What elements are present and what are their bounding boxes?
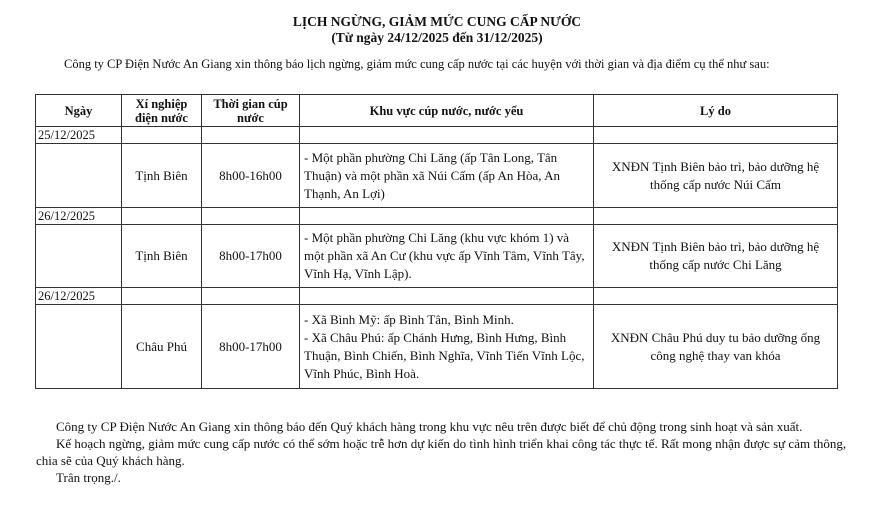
- area-line: - Xã Bình Mỹ: ấp Bình Tân, Bình Minh.: [304, 311, 514, 327]
- area-line: - Một phần phường Chi Lăng (ấp Tân Long, Tân Thuận) và một phần xã Núi Cấm (ấp An Hòa, An Thạnh, An Lợi): [304, 149, 560, 201]
- column-header-date: Ngày: [36, 95, 122, 127]
- table-row-date: [36, 127, 838, 144]
- reason-cell: XNĐN Châu Phú duy tu bảo dưỡng ống công nghệ thay van khóa: [594, 305, 838, 389]
- area-line: - Một phần phường Chi Lăng (khu vực khóm 1) và một phần xã An Cư (khu vực ấp Vĩnh Tâm, Vĩnh Tây, Vĩnh Hạ, Vĩnh Lập).: [304, 230, 585, 281]
- closing-signoff: Trân trọng./.: [56, 470, 121, 485]
- time-cell: 8h00-17h00: [202, 305, 300, 389]
- enterprise-cell: Tịnh Biên: [122, 225, 202, 288]
- table-row-date: [36, 208, 838, 225]
- area-cell: [300, 225, 594, 288]
- table-row: [36, 225, 838, 288]
- time-cell: 8h00-17h00: [202, 225, 300, 288]
- date-range-subtitle: (Từ ngày 24/12/2025 đến 31/12/2025): [331, 30, 543, 45]
- table-row: [36, 144, 838, 208]
- column-header-reason: Lý do: [594, 95, 838, 127]
- date-cell: 25/12/2025: [36, 127, 122, 144]
- closing-notes: [36, 418, 856, 486]
- closing-paragraph-2: Kế hoạch ngừng, giảm mức cung cấp nước có thể sớm hoặc trễ hơn dự kiến do tình hình triển khai công tác thực tế. Rất mong nhận được sự cảm thông, chia sẽ của Quý khách hàng.: [36, 436, 847, 468]
- reason-cell: XNĐN Tịnh Biên bảo trì, bảo dưỡng hệ thống cấp nước Chi Lăng: [594, 225, 838, 288]
- date-cell: 26/12/2025: [36, 288, 122, 305]
- date-cell: 26/12/2025: [36, 208, 122, 225]
- area-cell: [300, 144, 594, 208]
- time-cell: 8h00-16h00: [202, 144, 300, 208]
- enterprise-cell: Châu Phú: [122, 305, 202, 389]
- column-header-area: Khu vực cúp nước, nước yếu: [300, 95, 594, 127]
- document-title: LỊCH NGỪNG, GIẢM MỨC CUNG CẤP NƯỚC: [292, 14, 582, 29]
- reason-cell: XNĐN Tịnh Biên bảo trì, bảo dưỡng hệ thống cấp nước Núi Cấm: [594, 144, 838, 208]
- table-row: [36, 305, 838, 389]
- enterprise-cell: Tịnh Biên: [122, 144, 202, 208]
- closing-paragraph-1: Công ty CP Điện Nước An Giang xin thông báo đến Quý khách hàng trong khu vực nêu trên được biết để chủ động trong sinh hoạt và sản xuất.: [56, 419, 803, 434]
- column-header-enterprise: Xí nghiệp điện nước: [122, 95, 202, 127]
- column-header-time: Thời gian cúp nước: [202, 95, 300, 127]
- table-row-date: [36, 288, 838, 305]
- table-header-row: [36, 95, 838, 127]
- schedule-table: [35, 94, 838, 389]
- intro-text: Công ty CP Điện Nước An Giang xin thông báo lịch ngừng, giảm mức cung cấp nước tại các huyện với thời gian và địa điểm cụ thể như sau:: [64, 57, 770, 71]
- area-cell: [300, 305, 594, 389]
- area-line: - Xã Châu Phú: ấp Chánh Hưng, Bình Hưng, Bình Thuận, Bình Chiến, Bình Nghĩa, Vĩnh Tiến Vĩnh Lộc, Vĩnh Phúc, Bình Hoà.: [304, 329, 585, 381]
